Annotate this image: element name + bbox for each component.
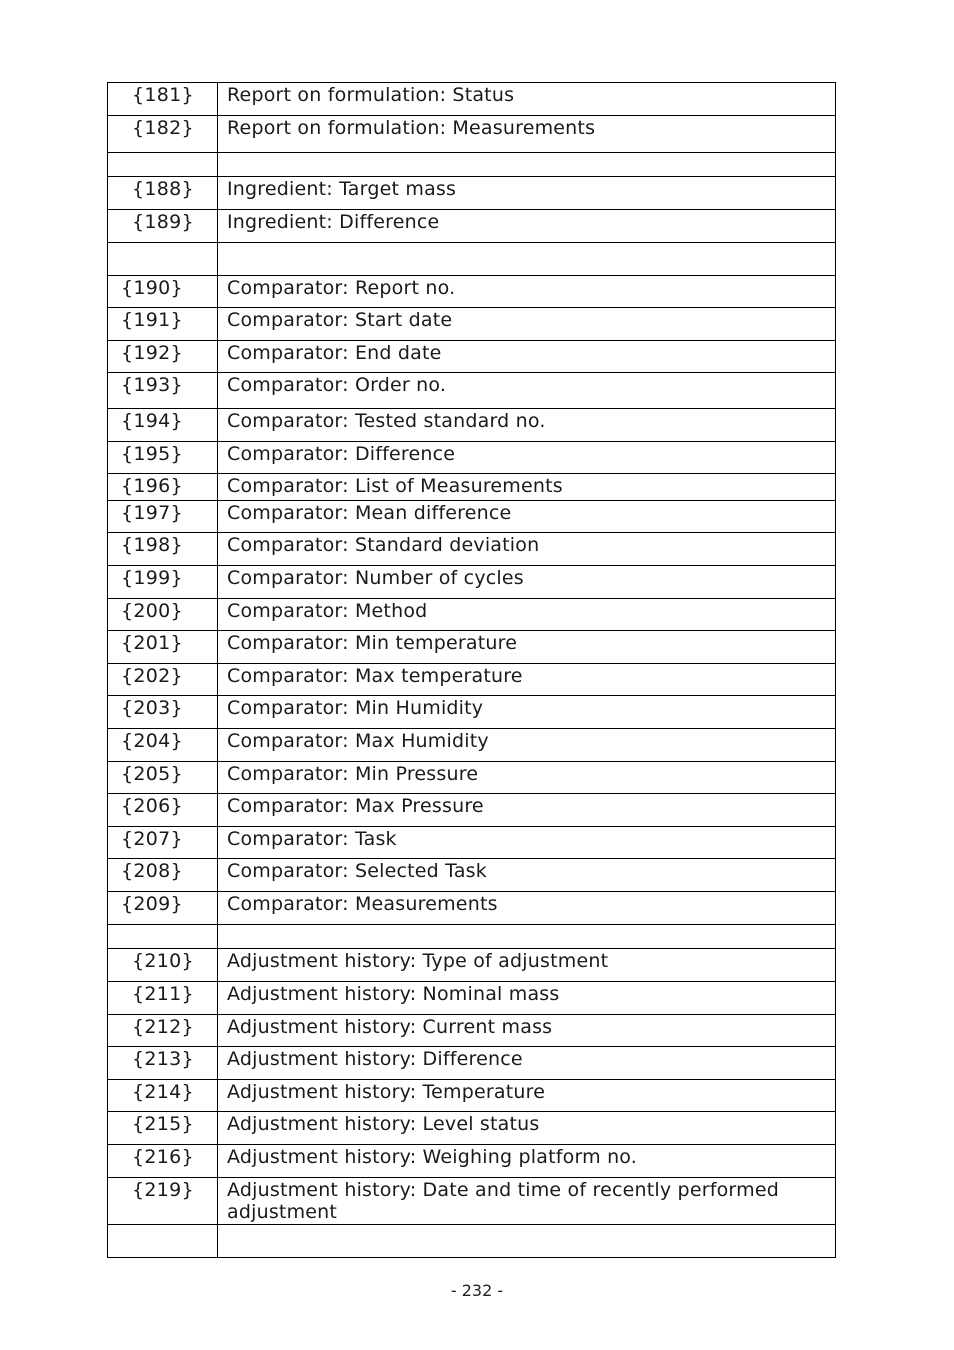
table-row (108, 1145, 836, 1178)
description-cell: Comparator: Max Pressure (218, 794, 836, 827)
code-cell (108, 243, 218, 276)
table-row (108, 827, 836, 859)
table-row (108, 892, 836, 925)
description-cell: Comparator: Difference (218, 442, 836, 474)
code-cell: {193} (108, 373, 218, 409)
description-cell: Comparator: Min temperature (218, 631, 836, 664)
code-cell (108, 153, 218, 177)
table-row (108, 501, 836, 533)
description-cell: Comparator: List of Measurements (218, 474, 836, 501)
code-cell: {200} (108, 599, 218, 631)
description-cell: Comparator: Number of cycles (218, 566, 836, 599)
code-cell: {211} (108, 982, 218, 1015)
table-row (108, 599, 836, 631)
description-cell: Comparator: Measurements (218, 892, 836, 925)
code-cell: {216} (108, 1145, 218, 1178)
table-row (108, 982, 836, 1015)
page-number: - 232 - (450, 1281, 504, 1300)
description-cell: Comparator: Min Humidity (218, 696, 836, 729)
code-cell: {214} (108, 1080, 218, 1112)
code-cell: {204} (108, 729, 218, 762)
table-spacer-row (108, 243, 836, 276)
description-cell: Adjustment history: Temperature (218, 1080, 836, 1112)
code-cell: {188} (108, 177, 218, 210)
table-row (108, 794, 836, 827)
code-cell: {190} (108, 276, 218, 308)
description-cell (218, 153, 836, 177)
description-cell: Ingredient: Difference (218, 210, 836, 243)
description-cell: Comparator: Max Humidity (218, 729, 836, 762)
code-cell: {219} (108, 1178, 218, 1225)
code-cell: {201} (108, 631, 218, 664)
table-row (108, 442, 836, 474)
table-row (108, 83, 836, 116)
table-row (108, 1080, 836, 1112)
description-cell: Adjustment history: Date and time of recently performed adjustment (218, 1178, 836, 1225)
code-cell: {205} (108, 762, 218, 794)
table-row (108, 308, 836, 341)
description-cell: Comparator: Min Pressure (218, 762, 836, 794)
code-cell: {195} (108, 442, 218, 474)
description-cell: Adjustment history: Nominal mass (218, 982, 836, 1015)
table-row (108, 373, 836, 409)
table-row (108, 1047, 836, 1080)
table-row (108, 116, 836, 153)
code-cell: {210} (108, 949, 218, 982)
description-cell: Comparator: Task (218, 827, 836, 859)
description-cell: Ingredient: Target mass (218, 177, 836, 210)
code-cell: {198} (108, 533, 218, 566)
table-row (108, 1015, 836, 1047)
code-cell: {202} (108, 664, 218, 696)
code-cell: {203} (108, 696, 218, 729)
description-cell: Comparator: Selected Task (218, 859, 836, 892)
table-row (108, 566, 836, 599)
description-cell: Comparator: Mean difference (218, 501, 836, 533)
description-cell: Comparator: Max temperature (218, 664, 836, 696)
table-row (108, 664, 836, 696)
code-cell: {213} (108, 1047, 218, 1080)
description-cell: Comparator: Method (218, 599, 836, 631)
table-row (108, 474, 836, 501)
code-table-body (108, 83, 836, 1258)
code-cell: {212} (108, 1015, 218, 1047)
table-row (108, 729, 836, 762)
code-cell: {209} (108, 892, 218, 925)
description-cell: Comparator: End date (218, 341, 836, 373)
description-cell: Adjustment history: Level status (218, 1112, 836, 1145)
description-cell: Comparator: Tested standard no. (218, 409, 836, 442)
table-row (108, 341, 836, 373)
description-cell: Report on formulation: Measurements (218, 116, 836, 153)
code-cell: {182} (108, 116, 218, 153)
description-cell: Report on formulation: Status (218, 83, 836, 116)
code-cell (108, 925, 218, 949)
code-cell: {196} (108, 474, 218, 501)
code-cell: {206} (108, 794, 218, 827)
table-row (108, 949, 836, 982)
table-row (108, 762, 836, 794)
description-cell: Comparator: Standard deviation (218, 533, 836, 566)
table-row (108, 177, 836, 210)
description-cell (218, 243, 836, 276)
code-cell: {207} (108, 827, 218, 859)
description-cell: Comparator: Report no. (218, 276, 836, 308)
code-cell (108, 1225, 218, 1258)
table-spacer-row (108, 1225, 836, 1258)
table-row (108, 409, 836, 442)
code-cell: {181} (108, 83, 218, 116)
description-cell: Adjustment history: Current mass (218, 1015, 836, 1047)
variable-code-table (107, 82, 836, 1258)
code-cell: {192} (108, 341, 218, 373)
table-row (108, 859, 836, 892)
table-row (108, 533, 836, 566)
code-cell: {191} (108, 308, 218, 341)
table-spacer-row (108, 925, 836, 949)
description-cell: Adjustment history: Type of adjustment (218, 949, 836, 982)
description-cell: Adjustment history: Weighing platform no. (218, 1145, 836, 1178)
description-cell: Comparator: Start date (218, 308, 836, 341)
code-cell: {194} (108, 409, 218, 442)
table-row (108, 276, 836, 308)
code-cell: {208} (108, 859, 218, 892)
description-cell: Adjustment history: Difference (218, 1047, 836, 1080)
table-row (108, 696, 836, 729)
table-row (108, 210, 836, 243)
code-cell: {197} (108, 501, 218, 533)
table-spacer-row (108, 153, 836, 177)
description-cell (218, 925, 836, 949)
table-row (108, 631, 836, 664)
description-cell: Comparator: Order no. (218, 373, 836, 409)
code-cell: {215} (108, 1112, 218, 1145)
table-row (108, 1178, 836, 1225)
code-cell: {189} (108, 210, 218, 243)
description-cell (218, 1225, 836, 1258)
code-cell: {199} (108, 566, 218, 599)
table-row (108, 1112, 836, 1145)
